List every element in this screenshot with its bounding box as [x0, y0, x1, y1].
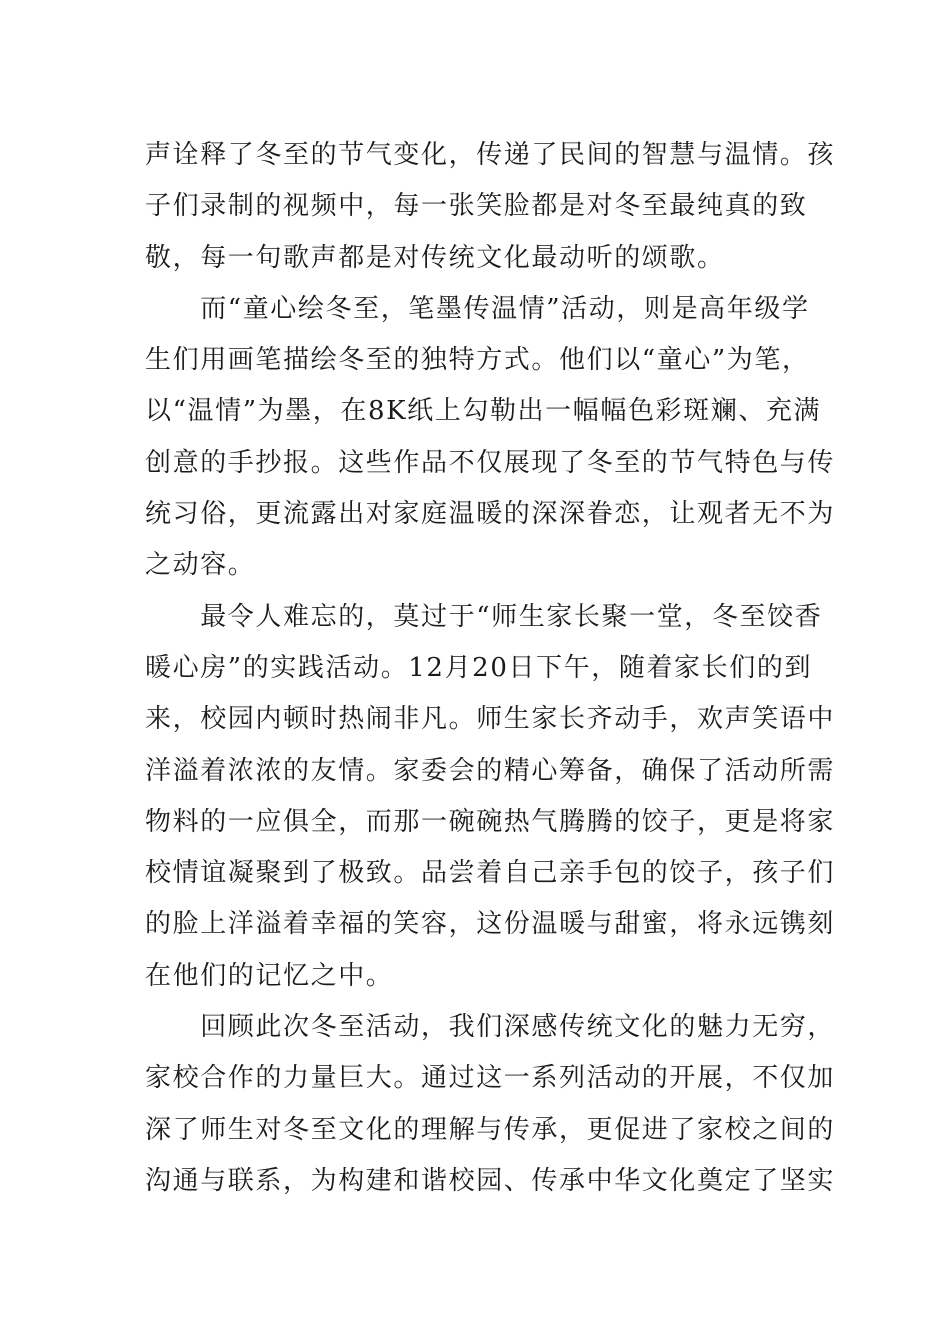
text-line: 敬，每一句歌声都是对传统文化最动听的颂歌。	[145, 242, 725, 273]
text-line: 物料的一应俱全，而那一碗碗热气腾腾的饺子，更是将家	[145, 806, 836, 837]
paragraph-4	[145, 1002, 836, 1207]
text-line: 统习俗，更流露出对家庭温暖的深深眷恋，让观者无不为	[145, 499, 836, 530]
paragraph-1	[145, 130, 836, 284]
text-line: 回顾此次冬至活动，我们深感传统文化的魅力无穷，	[145, 1012, 836, 1043]
text-line: 校情谊凝聚到了极致。品尝着自己亲手包的饺子，孩子们	[145, 858, 836, 889]
text-line: 深了师生对冬至文化的理解与传承，更促进了家校之间的	[145, 1114, 836, 1145]
text-line: 来，校园内顿时热闹非凡。师生家长齐动手，欢声笑语中	[145, 704, 836, 735]
text-line: 的脸上洋溢着幸福的笑容，这份温暖与甜蜜，将永远镌刻	[145, 909, 836, 940]
text-line: 沟通与联系，为构建和谐校园、传承中华文化奠定了坚实	[145, 1165, 836, 1196]
text-line: 声诠释了冬至的节气变化，传递了民间的智慧与温情。孩	[145, 140, 836, 170]
text-line: 生们用画笔描绘冬至的独特方式。他们以“童心”为笔，	[145, 345, 810, 376]
text-line: 而“童心绘冬至，笔墨传温情”活动，则是高年级学	[145, 293, 810, 324]
text-line: 之动容。	[145, 550, 256, 581]
text-line: 暖心房”的实践活动。12月20日下午，随着家长们的到	[145, 652, 813, 683]
text-line: 子们录制的视频中，每一张笑脸都是对冬至最纯真的致	[145, 191, 808, 222]
text-line: 创意的手抄报。这些作品不仅展现了冬至的节气特色与传	[145, 447, 836, 478]
text-line: 家校合作的力量巨大。通过这一系列活动的开展，不仅加	[145, 1063, 836, 1094]
document-body	[145, 130, 836, 1207]
text-line: 最令人难忘的，莫过于“师生家长聚一堂，冬至饺香	[145, 601, 823, 632]
paragraph-2	[145, 284, 836, 592]
text-line: 在他们的记忆之中。	[145, 960, 394, 991]
text-line: 洋溢着浓浓的友情。家委会的精心筹备，确保了活动所需	[145, 755, 836, 786]
text-line: 以“温情”为墨，在8K纸上勾勒出一幅幅色彩斑斓、充满	[145, 396, 822, 427]
paragraph-3	[145, 592, 836, 1002]
